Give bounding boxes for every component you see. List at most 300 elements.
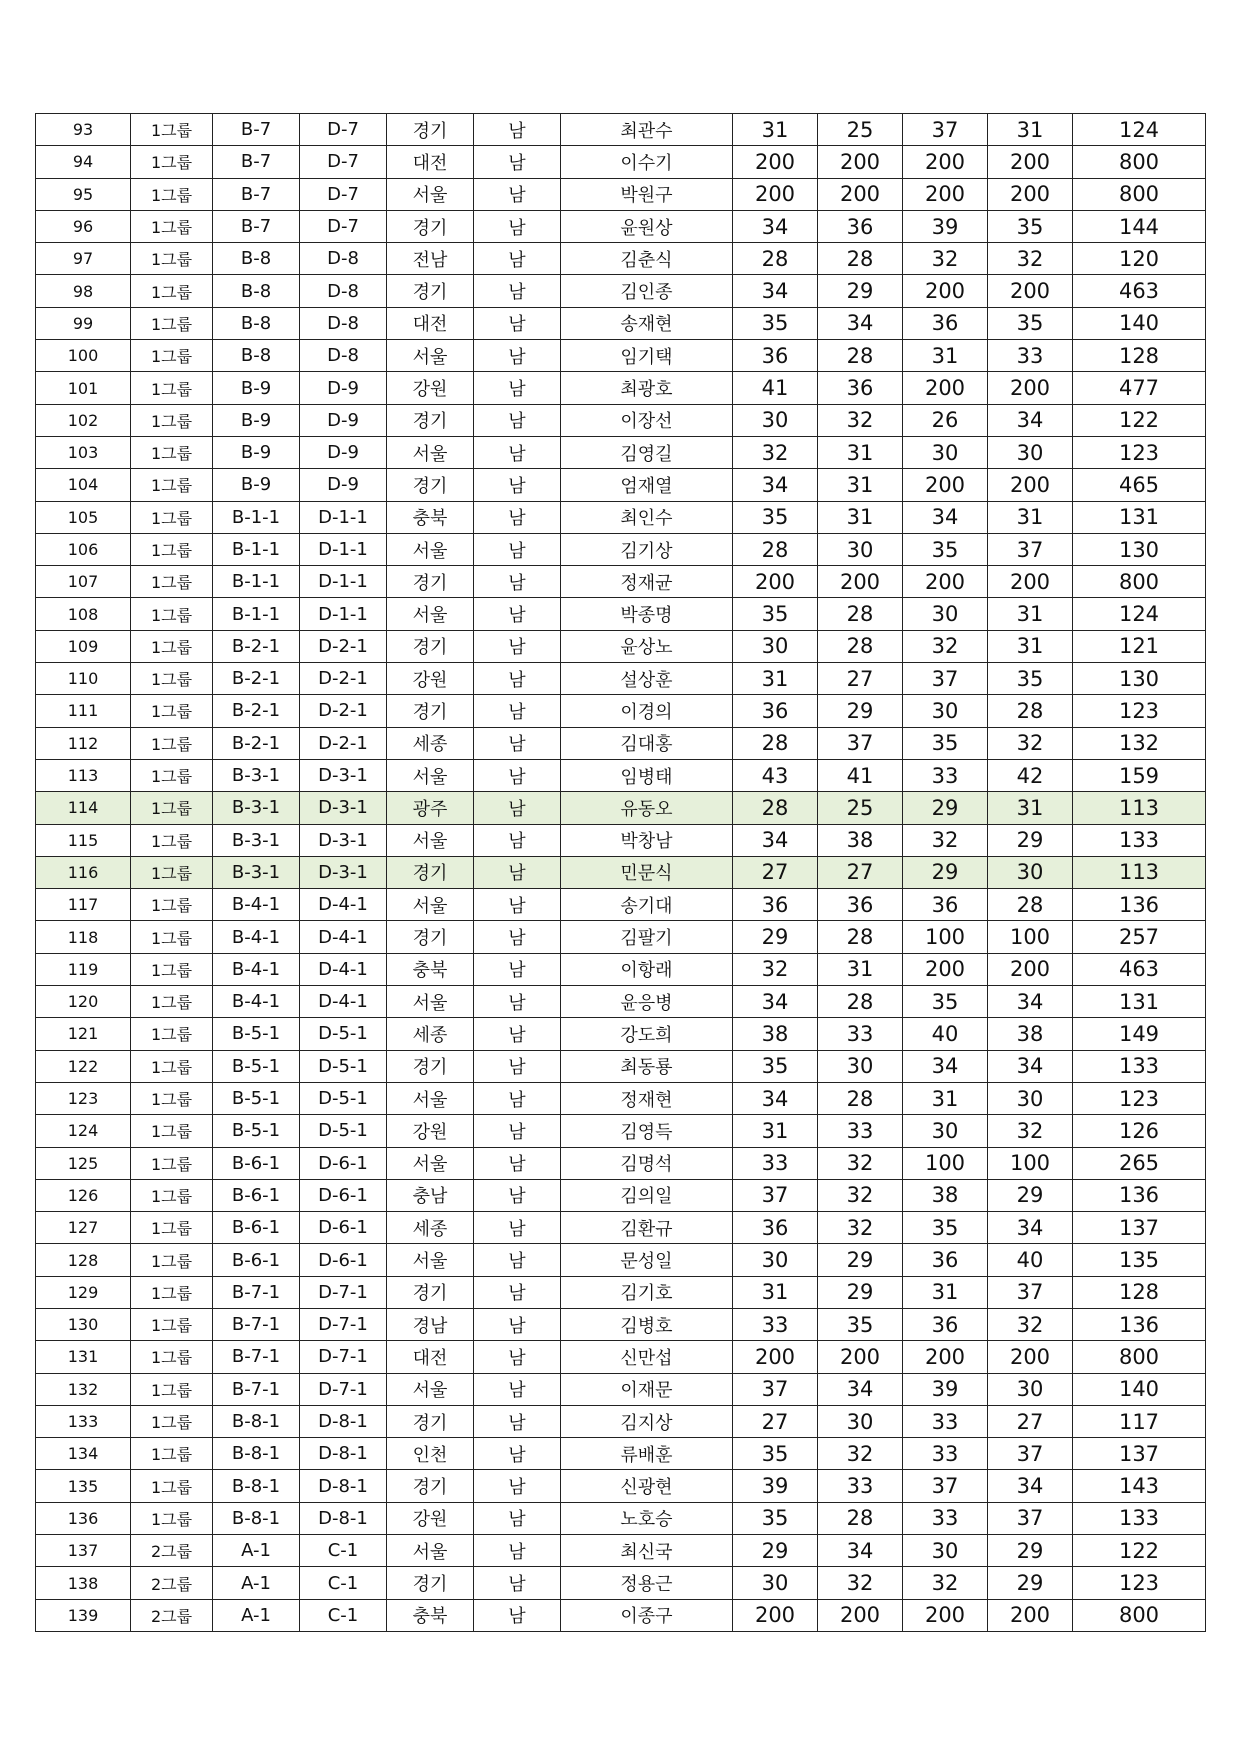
round-1-score-cell: 28 (733, 533, 818, 565)
region-cell: 서울 (387, 340, 474, 372)
round-1-score-cell: 34 (733, 824, 818, 856)
region-cell: 경기 (387, 114, 474, 146)
gender-cell: 남 (474, 114, 561, 146)
row-number-cell: 132 (36, 1373, 131, 1405)
table-row (36, 1212, 1206, 1244)
round-2-score-cell: 36 (818, 372, 903, 404)
round-2-score-cell: 32 (818, 1147, 903, 1179)
course-d-cell: D-8-1 (300, 1502, 387, 1534)
gender-cell: 남 (474, 1599, 561, 1631)
row-number-cell: 108 (36, 598, 131, 630)
region-cell: 서울 (387, 1244, 474, 1276)
group-cell: 1그룹 (131, 146, 213, 178)
course-b-cell: B-9 (213, 469, 300, 501)
player-name-cell: 정재현 (561, 1082, 733, 1114)
round-3-score-cell: 34 (903, 501, 988, 533)
gender-cell: 남 (474, 1502, 561, 1534)
round-4-score-cell: 31 (988, 792, 1073, 824)
round-4-score-cell: 38 (988, 1018, 1073, 1050)
group-cell: 1그룹 (131, 792, 213, 824)
player-name-cell: 윤응병 (561, 986, 733, 1018)
round-4-score-cell: 31 (988, 630, 1073, 662)
player-name-cell: 임병태 (561, 759, 733, 791)
course-b-cell: B-3-1 (213, 856, 300, 888)
round-4-score-cell: 200 (988, 1341, 1073, 1373)
row-number-cell: 93 (36, 114, 131, 146)
round-1-score-cell: 27 (733, 856, 818, 888)
course-d-cell: D-8 (300, 275, 387, 307)
round-4-score-cell: 200 (988, 566, 1073, 598)
row-number-cell: 103 (36, 436, 131, 468)
group-cell: 1그룹 (131, 1438, 213, 1470)
region-cell: 세종 (387, 1212, 474, 1244)
row-number-cell: 111 (36, 695, 131, 727)
course-d-cell: D-3-1 (300, 856, 387, 888)
group-cell: 1그룹 (131, 1147, 213, 1179)
region-cell: 경기 (387, 630, 474, 662)
region-cell: 경기 (387, 210, 474, 242)
group-cell: 1그룹 (131, 1308, 213, 1340)
course-d-cell: D-7-1 (300, 1276, 387, 1308)
round-2-score-cell: 31 (818, 953, 903, 985)
row-number-cell: 116 (36, 856, 131, 888)
player-name-cell: 민문식 (561, 856, 733, 888)
total-score-cell: 123 (1073, 1082, 1206, 1114)
group-cell: 1그룹 (131, 533, 213, 565)
course-b-cell: B-1-1 (213, 533, 300, 565)
region-cell: 서울 (387, 1535, 474, 1567)
region-cell: 충남 (387, 1179, 474, 1211)
total-score-cell: 137 (1073, 1438, 1206, 1470)
round-4-score-cell: 200 (988, 178, 1073, 210)
region-cell: 서울 (387, 178, 474, 210)
round-1-score-cell: 36 (733, 340, 818, 372)
region-cell: 전남 (387, 243, 474, 275)
region-cell: 세종 (387, 727, 474, 759)
player-name-cell: 최동룡 (561, 1050, 733, 1082)
round-3-score-cell: 36 (903, 889, 988, 921)
round-3-score-cell: 200 (903, 275, 988, 307)
course-d-cell: D-6-1 (300, 1212, 387, 1244)
row-number-cell: 128 (36, 1244, 131, 1276)
player-name-cell: 김인종 (561, 275, 733, 307)
row-number-cell: 123 (36, 1082, 131, 1114)
course-d-cell: D-2-1 (300, 630, 387, 662)
course-d-cell: D-2-1 (300, 727, 387, 759)
round-1-score-cell: 37 (733, 1373, 818, 1405)
region-cell: 강원 (387, 663, 474, 695)
table-row (36, 307, 1206, 339)
row-number-cell: 114 (36, 792, 131, 824)
round-2-score-cell: 200 (818, 1599, 903, 1631)
player-name-cell: 이경의 (561, 695, 733, 727)
gender-cell: 남 (474, 1308, 561, 1340)
gender-cell: 남 (474, 856, 561, 888)
group-cell: 1그룹 (131, 759, 213, 791)
round-4-score-cell: 30 (988, 856, 1073, 888)
group-cell: 1그룹 (131, 695, 213, 727)
table-row (36, 1244, 1206, 1276)
round-4-score-cell: 31 (988, 501, 1073, 533)
table-row (36, 114, 1206, 146)
table-row (36, 1308, 1206, 1340)
group-cell: 1그룹 (131, 598, 213, 630)
course-b-cell: B-8-1 (213, 1405, 300, 1437)
table-row (36, 1082, 1206, 1114)
round-1-score-cell: 39 (733, 1470, 818, 1502)
round-1-score-cell: 27 (733, 1405, 818, 1437)
round-2-score-cell: 27 (818, 856, 903, 888)
round-1-score-cell: 28 (733, 792, 818, 824)
course-d-cell: D-1-1 (300, 533, 387, 565)
total-score-cell: 120 (1073, 243, 1206, 275)
course-d-cell: D-9 (300, 436, 387, 468)
group-cell: 1그룹 (131, 986, 213, 1018)
round-2-score-cell: 28 (818, 1502, 903, 1534)
gender-cell: 남 (474, 1018, 561, 1050)
course-b-cell: A-1 (213, 1599, 300, 1631)
round-4-score-cell: 200 (988, 469, 1073, 501)
table-row (36, 727, 1206, 759)
round-3-score-cell: 33 (903, 1438, 988, 1470)
gender-cell: 남 (474, 1341, 561, 1373)
round-1-score-cell: 200 (733, 566, 818, 598)
player-name-cell: 김환규 (561, 1212, 733, 1244)
round-3-score-cell: 200 (903, 178, 988, 210)
total-score-cell: 130 (1073, 663, 1206, 695)
table-row (36, 566, 1206, 598)
course-b-cell: B-7-1 (213, 1308, 300, 1340)
row-number-cell: 102 (36, 404, 131, 436)
group-cell: 1그룹 (131, 727, 213, 759)
total-score-cell: 128 (1073, 340, 1206, 372)
group-cell: 1그룹 (131, 663, 213, 695)
player-name-cell: 임기택 (561, 340, 733, 372)
row-number-cell: 97 (36, 243, 131, 275)
course-d-cell: D-8-1 (300, 1470, 387, 1502)
course-d-cell: D-7 (300, 178, 387, 210)
gender-cell: 남 (474, 759, 561, 791)
round-2-score-cell: 32 (818, 1438, 903, 1470)
total-score-cell: 465 (1073, 469, 1206, 501)
gender-cell: 남 (474, 146, 561, 178)
group-cell: 1그룹 (131, 307, 213, 339)
round-4-score-cell: 34 (988, 1470, 1073, 1502)
table-row (36, 1147, 1206, 1179)
round-3-score-cell: 32 (903, 630, 988, 662)
round-2-score-cell: 25 (818, 114, 903, 146)
round-1-score-cell: 200 (733, 1599, 818, 1631)
course-b-cell: B-5-1 (213, 1082, 300, 1114)
round-2-score-cell: 33 (818, 1018, 903, 1050)
round-4-score-cell: 30 (988, 436, 1073, 468)
row-number-cell: 138 (36, 1567, 131, 1599)
row-number-cell: 110 (36, 663, 131, 695)
course-d-cell: D-5-1 (300, 1050, 387, 1082)
row-number-cell: 95 (36, 178, 131, 210)
region-cell: 서울 (387, 598, 474, 630)
gender-cell: 남 (474, 340, 561, 372)
round-4-score-cell: 200 (988, 953, 1073, 985)
gender-cell: 남 (474, 986, 561, 1018)
round-2-score-cell: 25 (818, 792, 903, 824)
round-1-score-cell: 32 (733, 953, 818, 985)
round-3-score-cell: 34 (903, 1050, 988, 1082)
region-cell: 서울 (387, 533, 474, 565)
gender-cell: 남 (474, 1050, 561, 1082)
course-b-cell: B-3-1 (213, 792, 300, 824)
row-number-cell: 119 (36, 953, 131, 985)
round-2-score-cell: 28 (818, 1082, 903, 1114)
round-1-score-cell: 35 (733, 1438, 818, 1470)
player-name-cell: 이장선 (561, 404, 733, 436)
round-4-score-cell: 32 (988, 1115, 1073, 1147)
table-row (36, 1567, 1206, 1599)
round-4-score-cell: 200 (988, 275, 1073, 307)
group-cell: 1그룹 (131, 114, 213, 146)
round-4-score-cell: 34 (988, 404, 1073, 436)
round-4-score-cell: 34 (988, 1050, 1073, 1082)
course-b-cell: B-8-1 (213, 1438, 300, 1470)
player-name-cell: 이항래 (561, 953, 733, 985)
course-b-cell: B-3-1 (213, 759, 300, 791)
course-d-cell: C-1 (300, 1535, 387, 1567)
total-score-cell: 463 (1073, 275, 1206, 307)
region-cell: 경기 (387, 404, 474, 436)
group-cell: 1그룹 (131, 1405, 213, 1437)
row-number-cell: 104 (36, 469, 131, 501)
round-4-score-cell: 29 (988, 1567, 1073, 1599)
region-cell: 강원 (387, 372, 474, 404)
round-4-score-cell: 27 (988, 1405, 1073, 1437)
player-name-cell: 유동오 (561, 792, 733, 824)
round-4-score-cell: 28 (988, 889, 1073, 921)
course-b-cell: B-6-1 (213, 1244, 300, 1276)
table-row (36, 1179, 1206, 1211)
gender-cell: 남 (474, 275, 561, 307)
player-name-cell: 김기호 (561, 1276, 733, 1308)
course-d-cell: D-2-1 (300, 695, 387, 727)
row-number-cell: 122 (36, 1050, 131, 1082)
round-4-score-cell: 29 (988, 1535, 1073, 1567)
player-name-cell: 김춘식 (561, 243, 733, 275)
table-row (36, 1405, 1206, 1437)
row-number-cell: 106 (36, 533, 131, 565)
region-cell: 인천 (387, 1438, 474, 1470)
course-b-cell: A-1 (213, 1567, 300, 1599)
round-3-score-cell: 26 (903, 404, 988, 436)
player-name-cell: 최신국 (561, 1535, 733, 1567)
round-3-score-cell: 100 (903, 921, 988, 953)
player-name-cell: 정재균 (561, 566, 733, 598)
course-d-cell: D-9 (300, 404, 387, 436)
round-2-score-cell: 33 (818, 1115, 903, 1147)
round-1-score-cell: 31 (733, 1115, 818, 1147)
gender-cell: 남 (474, 1535, 561, 1567)
round-4-score-cell: 29 (988, 824, 1073, 856)
player-name-cell: 김의일 (561, 1179, 733, 1211)
round-3-score-cell: 29 (903, 856, 988, 888)
group-cell: 1그룹 (131, 1115, 213, 1147)
round-1-score-cell: 30 (733, 404, 818, 436)
round-3-score-cell: 200 (903, 566, 988, 598)
course-d-cell: D-3-1 (300, 792, 387, 824)
round-3-score-cell: 200 (903, 953, 988, 985)
course-b-cell: B-8 (213, 307, 300, 339)
total-score-cell: 800 (1073, 566, 1206, 598)
group-cell: 1그룹 (131, 953, 213, 985)
total-score-cell: 463 (1073, 953, 1206, 985)
region-cell: 경기 (387, 695, 474, 727)
total-score-cell: 140 (1073, 1373, 1206, 1405)
round-3-score-cell: 37 (903, 663, 988, 695)
player-name-cell: 윤원상 (561, 210, 733, 242)
round-4-score-cell: 34 (988, 986, 1073, 1018)
course-b-cell: B-1-1 (213, 501, 300, 533)
player-name-cell: 문성일 (561, 1244, 733, 1276)
course-b-cell: B-8 (213, 243, 300, 275)
gender-cell: 남 (474, 727, 561, 759)
round-1-score-cell: 200 (733, 178, 818, 210)
player-name-cell: 김팔기 (561, 921, 733, 953)
group-cell: 1그룹 (131, 469, 213, 501)
table-row (36, 630, 1206, 662)
region-cell: 경기 (387, 1567, 474, 1599)
region-cell: 서울 (387, 1147, 474, 1179)
total-score-cell: 132 (1073, 727, 1206, 759)
course-d-cell: D-8 (300, 307, 387, 339)
row-number-cell: 134 (36, 1438, 131, 1470)
player-name-cell: 류배훈 (561, 1438, 733, 1470)
total-score-cell: 133 (1073, 824, 1206, 856)
course-d-cell: D-1-1 (300, 598, 387, 630)
total-score-cell: 800 (1073, 1341, 1206, 1373)
round-4-score-cell: 31 (988, 598, 1073, 630)
region-cell: 서울 (387, 1082, 474, 1114)
round-1-score-cell: 30 (733, 1567, 818, 1599)
round-1-score-cell: 38 (733, 1018, 818, 1050)
score-table-body (36, 114, 1206, 1632)
round-4-score-cell: 28 (988, 695, 1073, 727)
gender-cell: 남 (474, 824, 561, 856)
round-4-score-cell: 37 (988, 533, 1073, 565)
total-score-cell: 133 (1073, 1502, 1206, 1534)
region-cell: 서울 (387, 759, 474, 791)
round-3-score-cell: 33 (903, 1405, 988, 1437)
course-b-cell: B-9 (213, 372, 300, 404)
round-4-score-cell: 35 (988, 307, 1073, 339)
row-number-cell: 105 (36, 501, 131, 533)
round-2-score-cell: 37 (818, 727, 903, 759)
round-3-score-cell: 200 (903, 469, 988, 501)
round-4-score-cell: 34 (988, 1212, 1073, 1244)
round-2-score-cell: 32 (818, 1212, 903, 1244)
total-score-cell: 122 (1073, 1535, 1206, 1567)
gender-cell: 남 (474, 953, 561, 985)
round-1-score-cell: 34 (733, 986, 818, 1018)
total-score-cell: 117 (1073, 1405, 1206, 1437)
table-row (36, 663, 1206, 695)
round-3-score-cell: 30 (903, 436, 988, 468)
round-2-score-cell: 28 (818, 340, 903, 372)
player-name-cell: 엄재열 (561, 469, 733, 501)
group-cell: 1그룹 (131, 1341, 213, 1373)
player-name-cell: 박원구 (561, 178, 733, 210)
table-row (36, 1438, 1206, 1470)
round-4-score-cell: 32 (988, 727, 1073, 759)
total-score-cell: 123 (1073, 436, 1206, 468)
gender-cell: 남 (474, 404, 561, 436)
round-2-score-cell: 31 (818, 501, 903, 533)
round-3-score-cell: 200 (903, 1599, 988, 1631)
player-name-cell: 김대홍 (561, 727, 733, 759)
round-1-score-cell: 34 (733, 275, 818, 307)
course-d-cell: D-5-1 (300, 1082, 387, 1114)
round-1-score-cell: 41 (733, 372, 818, 404)
player-name-cell: 김기상 (561, 533, 733, 565)
gender-cell: 남 (474, 1212, 561, 1244)
round-1-score-cell: 36 (733, 889, 818, 921)
group-cell: 1그룹 (131, 1244, 213, 1276)
table-row (36, 210, 1206, 242)
gender-cell: 남 (474, 1179, 561, 1211)
player-name-cell: 송재현 (561, 307, 733, 339)
course-b-cell: B-7 (213, 210, 300, 242)
round-4-score-cell: 200 (988, 146, 1073, 178)
row-number-cell: 96 (36, 210, 131, 242)
group-cell: 1그룹 (131, 1179, 213, 1211)
round-2-score-cell: 34 (818, 1535, 903, 1567)
course-b-cell: B-8-1 (213, 1502, 300, 1534)
round-2-score-cell: 35 (818, 1308, 903, 1340)
round-4-score-cell: 100 (988, 921, 1073, 953)
player-name-cell: 설상훈 (561, 663, 733, 695)
round-3-score-cell: 30 (903, 1115, 988, 1147)
round-1-score-cell: 35 (733, 1502, 818, 1534)
round-1-score-cell: 35 (733, 598, 818, 630)
table-row (36, 146, 1206, 178)
round-2-score-cell: 41 (818, 759, 903, 791)
total-score-cell: 143 (1073, 1470, 1206, 1502)
total-score-cell: 124 (1073, 114, 1206, 146)
round-4-score-cell: 37 (988, 1276, 1073, 1308)
gender-cell: 남 (474, 1244, 561, 1276)
round-4-score-cell: 35 (988, 210, 1073, 242)
table-row (36, 243, 1206, 275)
course-b-cell: B-2-1 (213, 663, 300, 695)
row-number-cell: 107 (36, 566, 131, 598)
round-3-score-cell: 32 (903, 243, 988, 275)
player-name-cell: 이종구 (561, 1599, 733, 1631)
round-2-score-cell: 28 (818, 986, 903, 1018)
table-row (36, 1470, 1206, 1502)
gender-cell: 남 (474, 469, 561, 501)
course-b-cell: B-6-1 (213, 1212, 300, 1244)
row-number-cell: 131 (36, 1341, 131, 1373)
total-score-cell: 257 (1073, 921, 1206, 953)
gender-cell: 남 (474, 178, 561, 210)
gender-cell: 남 (474, 436, 561, 468)
group-cell: 1그룹 (131, 1050, 213, 1082)
group-cell: 2그룹 (131, 1535, 213, 1567)
row-number-cell: 126 (36, 1179, 131, 1211)
round-1-score-cell: 28 (733, 243, 818, 275)
player-name-cell: 김명석 (561, 1147, 733, 1179)
total-score-cell: 135 (1073, 1244, 1206, 1276)
round-2-score-cell: 29 (818, 695, 903, 727)
course-d-cell: D-7 (300, 146, 387, 178)
row-number-cell: 112 (36, 727, 131, 759)
